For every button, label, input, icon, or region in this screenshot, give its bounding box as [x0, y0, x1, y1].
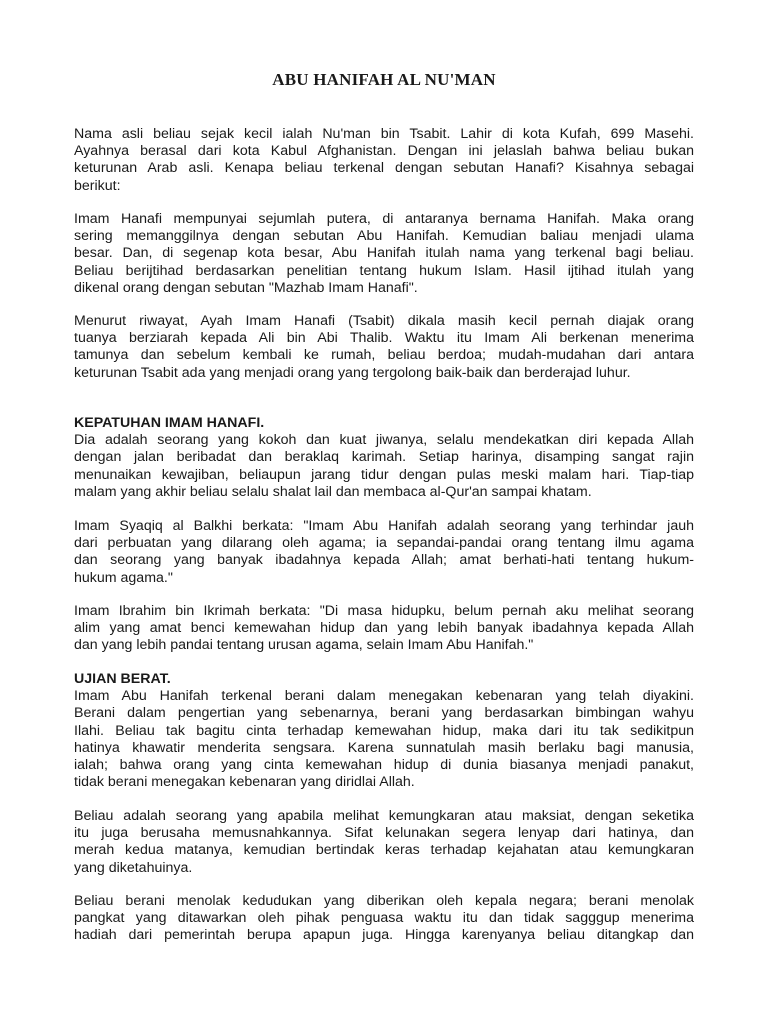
text-line: Nama asli beliau sejak kecil ialah Nu'man bin Tsabit. Lahir di kota Kufah, 699 Masehi.: [74, 126, 694, 142]
paragraph: [74, 518, 694, 587]
text-line: dengan jalan beribadat dan beraklaq karimah. Setiap harinya, disamping sangat rajin: [74, 449, 694, 466]
text-line: Ayahnya berasal dari kota Kabul Afghanistan. Dengan ini jelaslah bahwa beliau bukan: [74, 143, 694, 160]
text-line: dari perbuatan yang dilarang oleh agama; ia sepandai-pandai orang tentang ilmu agama: [74, 535, 694, 552]
text-line: merah kedua matanya, kemudian bertindak keras terhadap kejahatan atau kemungkaran: [74, 842, 694, 859]
section: [74, 671, 694, 791]
paragraph: [74, 893, 694, 945]
text-line: dan yang lebih pandai tentang urusan agama, selain Imam Abu Hanifah.": [74, 637, 534, 654]
text-line: keturunan Tsabit ada yang menjadi orang yang tergolong baik-baik dan berderajad luhur.: [74, 364, 631, 381]
text-line: Berani dalam pengertian yang sebenarnya, berani yang berdasarkan bimbingan wahyu: [74, 705, 694, 722]
document-title: ABU HANIFAH AL NU'MAN: [272, 70, 496, 89]
text-line: yang diketahuinya.: [74, 859, 193, 876]
text-line: Menurut riwayat, Ayah Imam Hanafi (Tsabit) dikala masih kecil pernah diajak orang: [74, 313, 694, 329]
text-line: keturunan Arab asli. Kenapa beliau terkenal dengan sebutan Hanafi? Kisahnya sebagai: [74, 160, 694, 177]
text-line: pangkat yang ditawarkan oleh pihak penguasa waktu itu dan tidak sagggup menerima: [74, 910, 694, 927]
text-line: tuanya berziarah kepada Ali bin Abi Thalib. Waktu itu Imam Ali berkenan menerima: [74, 330, 694, 347]
text-line: Imam Abu Hanifah terkenal berani dalam menegakan kebenaran yang telah diyakini.: [74, 688, 694, 705]
text-line: alim yang amat benci kemewahan hidup dan yang lebih banyak ibadahnya kepada Allah: [74, 620, 694, 637]
text-line: Beliau adalah seorang yang apabila melihat kemungkaran atau maksiat, dengan seketika: [74, 808, 694, 824]
paragraph: [74, 603, 694, 655]
text-line: ialah; bahwa orang yang cinta kemewahan hidup di dunia biasanya menjadi panakut,: [74, 756, 694, 773]
text-line: tamunya dan sebelum kembali ke rumah, beliau berdoa; mudah-mudahan dari antara: [74, 347, 694, 364]
text-line: hatinya khawatir menderita sengsara. Karena sunnatulah masih berlaku bagi manusia,: [74, 739, 694, 756]
text-line: sering memanggilnya dengan sebutan Abu Hanifah. Kemudian baliau menjadi ulama: [74, 228, 694, 245]
paragraph: [74, 126, 694, 195]
text-line: Beliau berani menolak kedudukan yang diberikan oleh kepala negara; berani menolak: [74, 893, 694, 909]
paragraph: [74, 808, 694, 877]
section-heading: UJIAN BERAT.: [74, 671, 171, 687]
text-line: Imam Hanafi mempunyai sejumlah putera, di antaranya bernama Hanifah. Maka orang: [74, 211, 694, 227]
text-line: besar. Dan, di segenap kota besar, Abu Hanifah itulah nama yang terkenal bagi beliau.: [74, 245, 694, 262]
paragraph: [74, 313, 694, 382]
section: [74, 415, 694, 501]
text-line: tidak berani menegakan kebenaran yang diridlai Allah.: [74, 774, 415, 791]
section-heading: KEPATUHAN IMAM HANAFI.: [74, 415, 265, 431]
text-line: itu juga berusaha memusnahkannya. Sifat kelunakan segera lenyap dari hatinya, dan: [74, 825, 694, 842]
paragraph: [74, 211, 694, 297]
text-line: malam yang akhir beliau selalu shalat lail dan membaca al-Qur'an sampai khatam.: [74, 483, 592, 500]
text-line: Ilahi. Beliau tak bagitu cinta terhadap kemewahan hidup, maka dari itu tak sedikitpun: [74, 722, 694, 739]
text-line: dan seorang yang banyak ibadahnya kepada Allah; amat berhati-hati tentang hukum-: [74, 552, 694, 569]
text-line: dikenal orang dengan sebutan "Mazhab Imam Hanafi".: [74, 279, 418, 296]
text-line: Dia adalah seorang yang kokoh dan kuat jiwanya, selalu mendekatkan diri kepada Allah: [74, 432, 694, 449]
text-line: Imam Ibrahim bin Ikrimah berkata: "Di masa hidupku, belum pernah aku melihat seorang: [74, 603, 694, 619]
text-line: menunaikan kewajiban, beliaupun jarang tidur dengan pulas meski malam hari. Tiap-tiap: [74, 466, 694, 483]
text-line: hukum agama.": [74, 569, 173, 586]
text-line: berikut:: [74, 177, 121, 194]
text-line: hadiah dari pemerintah berupa apapun juga. Hingga karenyanya beliau ditangkap dan: [74, 927, 694, 944]
text-line: Imam Syaqiq al Balkhi berkata: "Imam Abu Hanifah adalah seorang yang terhindar jauh: [74, 518, 694, 534]
text-line: Beliau berijtihad berdasarkan penelitian tentang hukum Islam. Hasil ijtihad itulah yang: [74, 262, 694, 279]
